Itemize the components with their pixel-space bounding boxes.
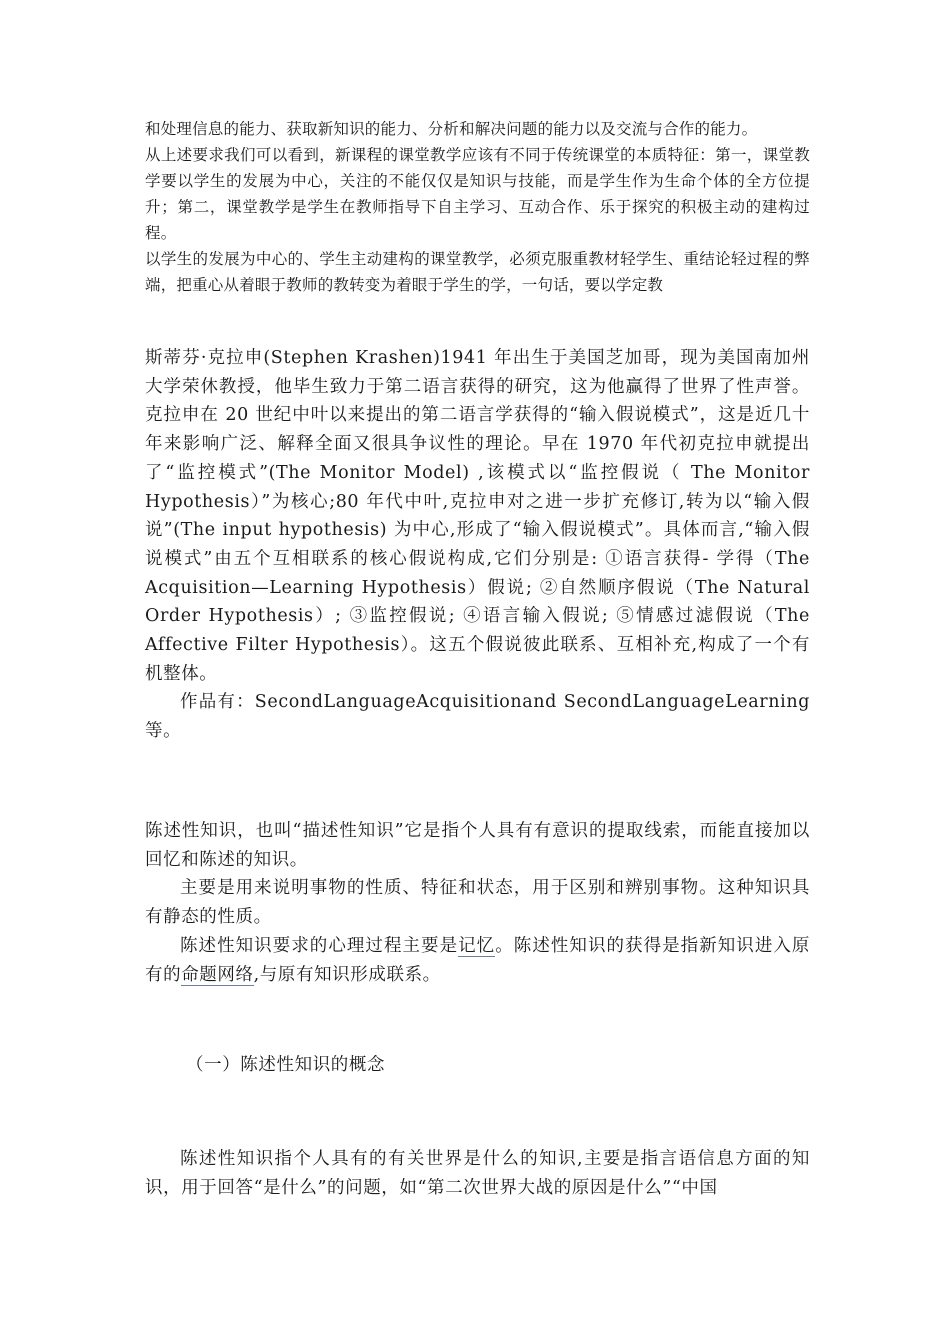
concept-section [145,1145,810,1202]
curriculum-paragraph-3: 以学生的发展为中心的、学生主动建构的课堂教学，必须克服重教材轻学生、重结论轻过程的弊端，把重心从着眼于教师的教转变为着眼于学生的学，一句话，要以学定教 [145,250,810,294]
krashen-works-paragraph: 作品有：SecondLanguageAcquisitionand SecondLanguageLearning 等。 [145,692,810,742]
krashen-paragraph: 斯蒂芬·克拉申(Stephen Krashen)1941 年出生于美国芝加哥，现为美国南加州大学荣休教授，他毕生致力于第二语言获得的研究，这为他赢得了世界了性声誉。克拉申在 20 世纪中叶以来提出的第二语言学获得的“输入假说模式”，这是近几十年来影响广泛、解释全面又很具争议性的理论。早在 1970 年代初克拉申就提出了“监控模式”(The Monitor Model) ,该模式以“监控假说（ The Monitor Hypothesis）”为核心;80 年代中叶,克拉申对之进一步扩充修订,转为以“输入假说”(The input hypothesis) 为中心,形成了“输入假说模式”。具体而言,“输入假说模式”由五个互相联系的核心假说构成,它们分别是: ①语言获得- 学得（The Acquisition—Learning Hypothesis）假说; ②自然顺序假说（The Natural Order Hypothesis）; ③监控假说; ④语言输入假说; ⑤情感过滤假说（The Affective Filter Hypothesis）。这五个假说彼此联系、互相补充,构成了一个有机整体。 [145,348,810,684]
memory-link[interactable]: 记忆 [458,935,496,956]
section-heading: （一）陈述性知识的概念 [186,1055,386,1075]
curriculum-paragraph-2: 从上述要求我们可以看到，新课程的课堂教学应该有不同于传统课堂的本质特征：第一，课堂教学要以学生的发展为中心，关注的不能仅仅是知识与技能，而是学生作为生命个体的全方位提升；第二，课堂教学是学生在教师指导下自主学习、互动合作、乐于探究的积极主动的建构过程。 [145,146,810,242]
declarative-knowledge-section [145,817,810,989]
curriculum-section [145,116,810,298]
process-text-middle: 。陈述性知识的获得是指新知识进入原有的 [145,935,811,985]
declarative-process-paragraph [145,932,810,989]
process-text-end: ,与原有知识形成联系。 [253,964,441,985]
declarative-definition-paragraph: 陈述性知识，也叫“描述性知识”它是指个人具有有意识的提取线索，而能直接加以回忆和陈述的知识。 [145,821,810,870]
process-text-start: 陈述性知识要求的心理过程主要是 [180,935,459,956]
proposition-network-link[interactable]: 命题网络 [181,964,254,985]
declarative-purpose-paragraph: 主要是用来说明事物的性质、特征和状态，用于区别和辨别事物。这种知识具有静态的性质。 [145,878,810,928]
concept-paragraph: 陈述性知识指个人具有的有关世界是什么的知识,主要是指言语信息方面的知识，用于回答“是什么”的问题，如“第二次世界大战的原因是什么”“中国 [145,1149,810,1198]
krashen-section [145,344,810,746]
curriculum-paragraph-1: 和处理信息的能力、获取新知识的能力、分析和解决问题的能力以及交流与合作的能力。 [145,120,758,138]
